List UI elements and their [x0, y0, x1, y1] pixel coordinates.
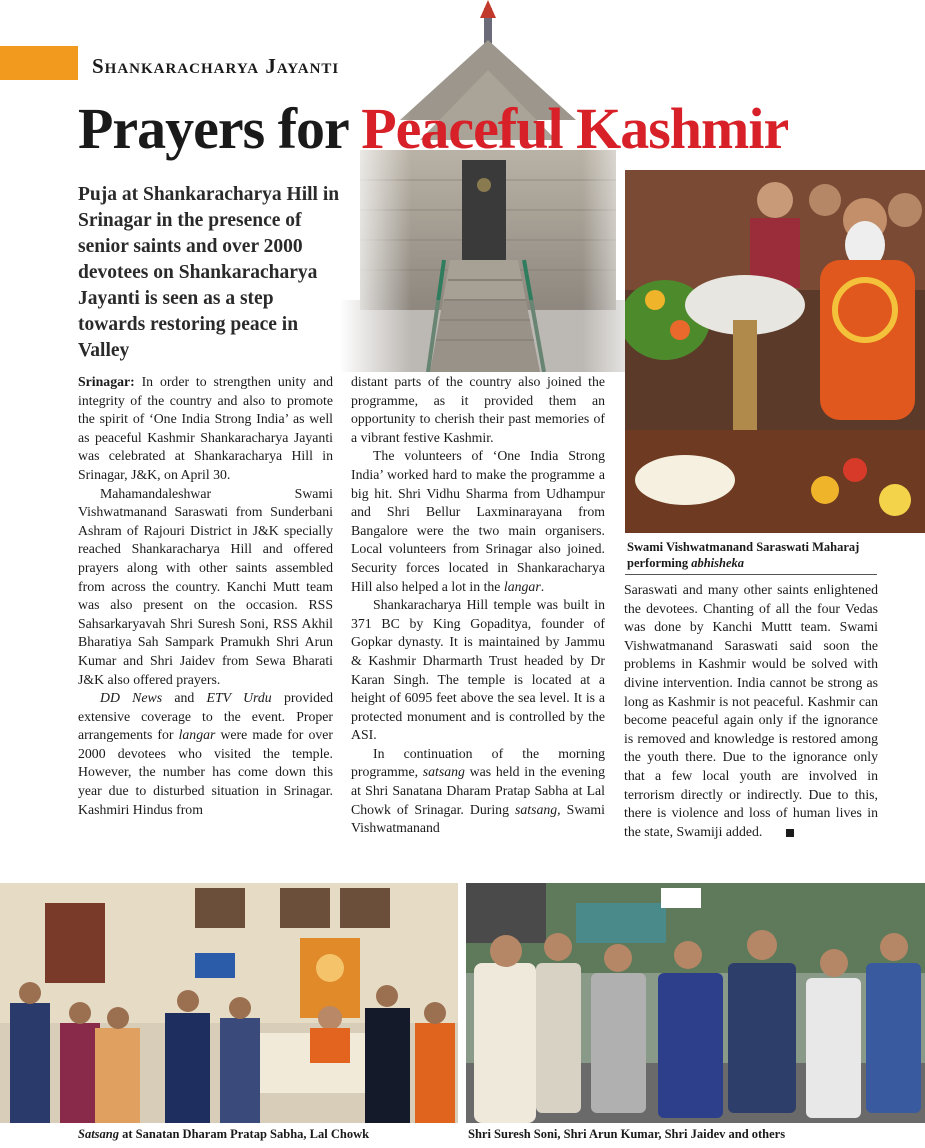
caption-divider	[625, 574, 877, 575]
group-photo	[466, 883, 925, 1123]
paragraph-text: was held in the evening at Shri Sanatana Dharam Pratap Sabha at Lal Chowk of Srinagar. During	[351, 764, 605, 817]
group-caption: Shri Suresh Soni, Shri Arun Kumar, Shri Jaidev and others	[468, 1127, 786, 1141]
paragraph: Shankaracharya Hill temple was built in 371 BC by King Gopaditya, founder of Gopkar dynasty. It is maintained by Jammu & Kashmir Dharmarth Trust headed by Dr Karan Singh. The temple is located at a height of 6095 feet above the sea level. It is a protected monument and is controlled by the ASI.	[351, 597, 605, 743]
satsang-caption-text: at Sanatan Dharam Pratap Sabha, Lal Chowk	[119, 1127, 370, 1141]
paragraph-text: and	[162, 690, 207, 706]
paragraph	[624, 581, 878, 841]
paragraph	[351, 745, 605, 838]
paragraph-text: The volunteers of ‘One India Strong India’ worked hard to make the programme a big hit. Shri Vidhu Sharma from Udhampur and Shri Bellur Laxminarayana from Bangalore were the two main organisers. Local volunteers from Srinagar also joined. Security forces located in Shankaracharya Hill also helped a lot in the	[351, 448, 605, 594]
temple-photo	[340, 0, 625, 372]
paragraph	[78, 689, 333, 819]
emphasis: satsang,	[515, 801, 561, 817]
paragraph-text: .	[540, 578, 545, 594]
paragraph: distant parts of the country also joined the programme, as it provided them an opportunity to cherish their past memories of a vibrant festive Kashmir.	[351, 374, 605, 445]
standfirst: Puja at Shankaracharya Hill in Srinagar in the presence of senior saints and over 2000 devotees on Shankaracharya Jayanti is seen as a step towards restoring peace in Valley	[78, 184, 340, 361]
emphasis: langar	[503, 578, 541, 594]
article-column-2	[351, 373, 605, 838]
paragraph	[78, 373, 333, 485]
satsang-caption	[78, 1127, 369, 1142]
paragraph-text: Saraswati and many other saints enlightened the devotees. Chanting of all the four Vedas was done by Kanchi Muttt team. Swami Vishwatmanand Saraswati said soon the problems in Kashmir would be solved with divine intervention. India cannot be strong as long as Kashmir is not peaceful. Kashmir can become peaceful again only if the ignorance is removed and knowledge is restored among the youth there. Due to the ignorance only that a few local youth are involved in terrorism directly or indirectly. Due to this, there is violence and loss of human lives in the state, Swamiji added.	[624, 582, 878, 839]
section-kicker: Shankaracharya Jayanti	[92, 54, 340, 78]
abhisheka-photo	[625, 170, 925, 533]
article-column-3	[624, 581, 878, 841]
satsang-photo	[0, 883, 458, 1123]
paragraph-text: In continuation of the morning programme,	[351, 745, 605, 780]
paragraph-text: Swami Vishwatmanand	[351, 801, 605, 836]
emphasis: satsang	[422, 764, 465, 780]
headline-part2: Peaceful Kashmir	[361, 96, 789, 161]
article-column-1	[78, 373, 333, 819]
paragraph-text: provided extensive coverage to the event. Proper arrangements for	[78, 690, 333, 743]
end-of-article-mark	[786, 829, 794, 837]
dateline: Srinagar:	[78, 374, 135, 389]
paragraph: Mahamandaleshwar Swami Vishwatmanand Saraswati from Sunderbani Ashram of Rajouri District in J&K specially reached Shankaracharya Hill and offered prayers along with other saints assembled from across the country. Kanchi Mutt team was also present on the occasion. RSS Sahsarkaryavah Shri Suresh Soni, RSS Akhil Bharatiya Sah Sampark Pramukh Shri Arun Kumar and Shri Jaidev from Sewa Bharati J&K also offered prayers.	[78, 485, 333, 687]
emphasis: langar	[178, 727, 216, 743]
abhisheka-caption	[627, 539, 882, 571]
satsang-caption-em: Satsang	[78, 1127, 119, 1141]
paragraph-text: In order to strengthen unity and integrity of the country and also to promote the spirit of ‘One India Strong India’ as well as peaceful Kashmir Shankaracharya Jayanti was celebrated at Shankaracharya Hill in Srinagar, J&K, on April 30.	[78, 374, 333, 482]
section-accent-bar	[0, 46, 78, 80]
headline	[78, 96, 789, 161]
paragraph	[351, 447, 605, 596]
headline-part1: Prayers for	[78, 96, 362, 161]
paragraph-text: were made for over 2000 devotees who visited the temple. However, the number has come down this year due to disturbed situation in Srinagar. Kashmiri Hindus from	[78, 727, 333, 817]
abhisheka-caption-text: Swami Vishwatmanand Saraswati Maharaj performing	[627, 540, 860, 570]
emphasis: ETV Urdu	[206, 690, 272, 706]
abhisheka-caption-em: abhisheka	[691, 556, 745, 570]
emphasis: DD News	[100, 690, 163, 706]
